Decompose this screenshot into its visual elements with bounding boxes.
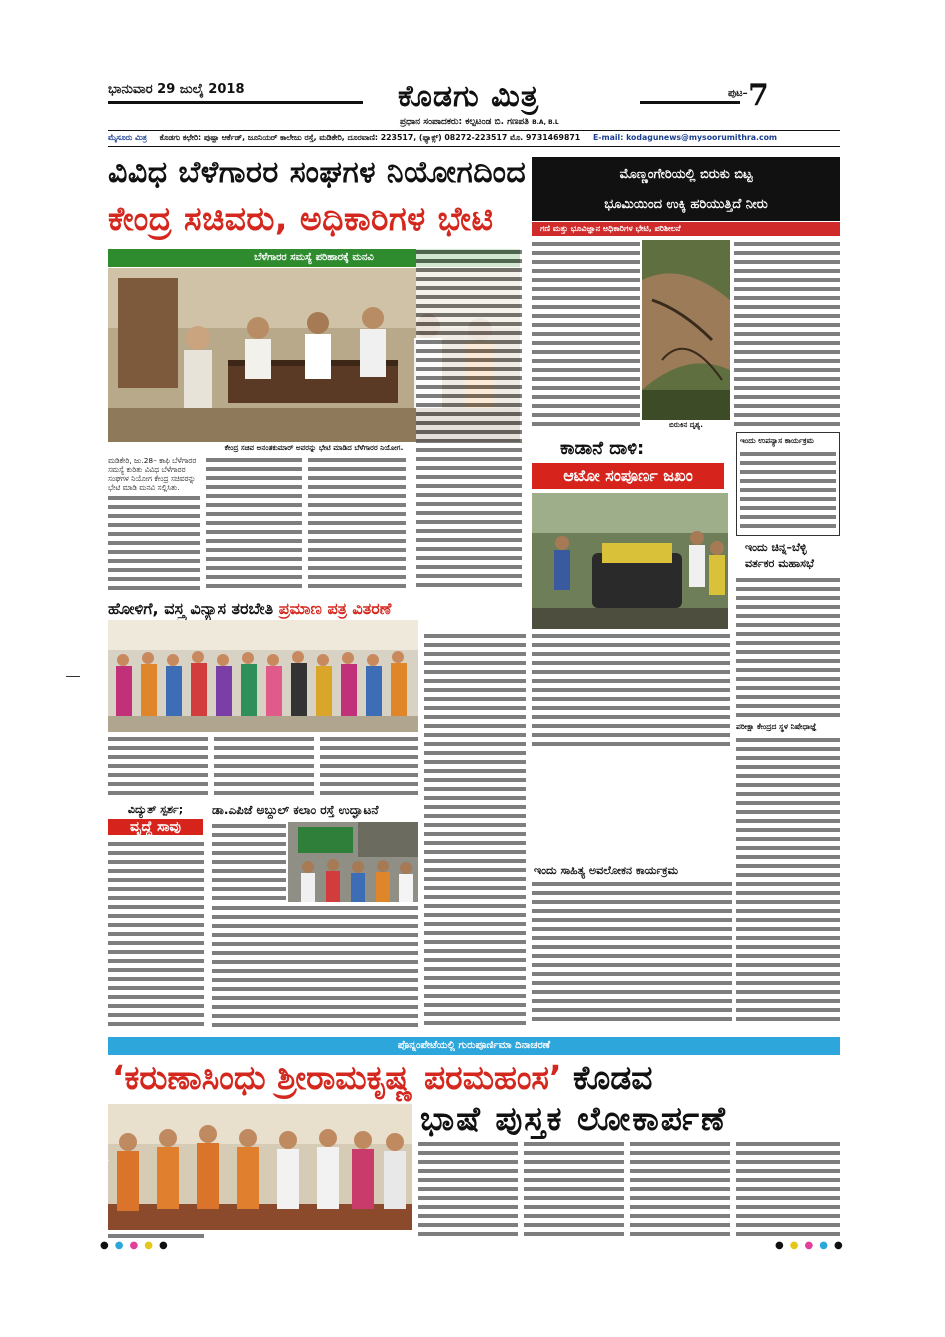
story3-body: [532, 632, 730, 746]
story6-body-col2: [212, 904, 418, 1028]
story5-body: [108, 840, 204, 1028]
brief2-heading-1: ಇಂದು ಚಿನ್ನ–ಬೆಳ್ಳಿ: [745, 541, 807, 554]
page-number: 7: [748, 78, 769, 113]
story2-headline-1: ಮೊಣ್ಣಂಗೇರಿಯಲ್ಲಿ ಬಿರುಕು ಬಿಟ್ಟ: [619, 167, 753, 182]
story7-body-col4: [630, 1140, 730, 1238]
story1-subhead: ಬೆಳೆಗಾರರ ಸಮಸ್ಯೆ ಪರಿಹಾರಕ್ಕೆ ಮನವಿ: [108, 249, 520, 267]
story3-headline-1: ಕಾಡಾನೆ ದಾಳಿ:: [560, 438, 645, 459]
story7-bar: ಪೊನ್ನಂಪೇಟೆಯಲ್ಲಿ ಗುರುಪೂರ್ಣಿಮಾ ದಿನಾಚರಣೆ: [108, 1037, 840, 1055]
story7-headline-black1: ಕೊಡವ: [573, 1058, 653, 1097]
brief4-body: [532, 880, 732, 1026]
story3-photo: [532, 493, 728, 629]
story5-headline-1: ವಿದ್ಯುತ್ ಸ್ಪರ್ಶ;: [127, 803, 184, 816]
story6-photo: [288, 822, 418, 902]
story4-body-col1: [108, 735, 208, 795]
story2-headline-2: ಭೂಮಿಯಿಂದ ಉಕ್ಕಿ ಹರಿಯುತ್ತಿದೆ ನೀರು: [604, 197, 768, 212]
brief4-heading: ಇಂದು ಸಾಹಿತ್ಯ ಅವಲೋಕನ ಕಾರ್ಯಕ್ರಮ: [534, 864, 679, 877]
story1-body-col3: [308, 456, 406, 592]
story5-headline-2: ವೃದ್ಧೆ ಸಾವು: [108, 819, 203, 835]
brief2-body: [736, 576, 840, 720]
story2-caption: ಬಿರುಕಿನ ದೃಶ್ಯ.: [642, 420, 730, 429]
story1-body-col1: [108, 494, 200, 592]
office-info-bar: [108, 130, 840, 147]
masthead-rule-left: [108, 101, 363, 104]
story4-body-col3: [320, 735, 418, 795]
fold-mark: [66, 676, 80, 677]
editor-degree: B.A, B.L: [532, 119, 559, 126]
story4-photo: [108, 620, 418, 732]
story2-body-col2: [734, 240, 840, 428]
issue-date: ಭಾನುವಾರ 29 ಜುಲೈ 2018: [108, 82, 245, 97]
story7-body-bottom1: [108, 1232, 204, 1238]
newspaper-logo: ಕೊಡಗು ಮಿತ್ರ: [398, 79, 540, 114]
story1-headline-2: ಕೇಂದ್ರ ಸಚಿವರು, ಅಧಿಕಾರಿಗಳ ಭೇಟಿ: [108, 199, 494, 238]
story2-photo: [642, 240, 730, 420]
story7-body-col3: [524, 1140, 624, 1238]
story7-headline-black2: ಭಾಷೆ ಪುಸ್ತಕ ಲೋಕಾರ್ಪಣೆ: [420, 1099, 727, 1138]
brief2-heading-2: ವರ್ತಕರ ಮಹಾಸಭೆ: [745, 557, 814, 570]
brief2-heading: [745, 540, 840, 572]
story7-headline-1: [112, 1058, 652, 1098]
story1-body-col2: [206, 456, 302, 592]
story1-body-col4: [416, 248, 522, 592]
brief3-body: [736, 736, 840, 1026]
story2-headline: [532, 157, 840, 221]
color-registration-left: ●●●●●: [100, 1240, 174, 1251]
story4-body-col2: [214, 735, 314, 795]
story2-subhead: ಗಣಿ ಮತ್ತು ಭೂವಿಜ್ಞಾನ ಅಧಿಕಾರಿಗಳ ಭೇಟಿ, ಪರಿಶೀಲನೆ: [532, 222, 840, 236]
story7-headline-red: ‘ಕರುಣಾಸಿಂಧು ಶ್ರೀರಾಮಕೃಷ್ಣ ಪರಮಹಂಸ’: [112, 1058, 562, 1097]
story4-headline-black: ಹೋಳಿಗೆ, ವಸ್ತ್ರ ವಿನ್ಯಾಸ ತರಬೇತಿ: [108, 599, 274, 618]
office-email: E-mail: kodagunews@mysoorumithra.com: [592, 133, 778, 142]
story4-body-col4: [424, 632, 526, 1030]
office-address: ಕೊಡಗು ಕಛೇರಿ: ಪುಷ್ಪಾ ಆರ್ಕೆಡ್, ಜೂನಿಯರ್ ಕಾಲೇಜು ರಸ್ತೆ, ಮಡಿಕೇರಿ, ದೂರವಾಣಿ: 223517, (ಫ್ಯಾಕ್ಸ್) 08272-223517 ಮೊ. 9731469871: [159, 133, 581, 142]
story1-caption: ಕೇಂದ್ರ ಸಚಿವ ಅನಂತಕುಮಾರ್ ಅವರನ್ನು ಭೇಟಿ ಮಾಡಿದ ಬೆಳೆಗಾರರ ನಿಯೋಗ.: [108, 442, 520, 454]
story6-body-col1: [212, 822, 286, 902]
masthead-rule-right: [640, 101, 740, 104]
brief1-body: [740, 450, 836, 532]
color-registration-right: ●●●●●: [775, 1240, 849, 1251]
story7-body-col1: [108, 1160, 109, 1161]
story4-headline: [108, 599, 391, 619]
story6-headline: ಡಾ.ಎಪಿಜೆ ಅಬ್ದುಲ್ ಕಲಾಂ ರಸ್ತೆ ಉದ್ಘಾಟನೆ: [212, 803, 379, 817]
sister-brand: ಮೈಸೂರು ಮಿತ್ರ: [108, 133, 147, 142]
story7-body-col5: [736, 1140, 840, 1238]
story2-body-col1: [532, 240, 640, 428]
story1-lead: ಮಡಿಕೇರಿ, ಜು.28– ಕಾಫಿ ಬೆಳೆಗಾರರ ಸಮಸ್ಯೆ ಕುರಿತು ವಿವಿಧ ಬೆಳೆಗಾರರ ಸಂಘಗಳ ನಿಯೋಗ ಕೇಂದ್ರ ಸಚಿವರನ್ನು ಭೇಟಿ ಮಾಡಿ ಮನವಿ ಸಲ್ಲಿಸಿತು.: [108, 456, 200, 494]
editor-name: ಪ್ರಧಾನ ಸಂಪಾದಕರು: ಕಲ್ಪಟಂಡ ಬಿ. ಗಣಪತಿ: [400, 117, 529, 127]
story3-headline-2: ಆಟೋ ಸಂಪೂರ್ಣ ಜಖಂ: [532, 463, 724, 489]
story4-headline-red: ಪ್ರಮಾಣ ಪತ್ರ ವಿತರಣೆ: [278, 599, 392, 618]
chief-editor: [400, 117, 559, 127]
brief1-heading: ಇಂದು ಉಪನ್ಯಾಸ ಕಾರ್ಯಕ್ರಮ: [740, 436, 814, 445]
story1-headline-1: ವಿವಿಧ ಬೆಳೆಗಾರರ ಸಂಘಗಳ ನಿಯೋಗದಿಂದ: [108, 155, 527, 190]
page-label: ಪುಟ–: [728, 88, 748, 99]
brief3-heading: ಪರೀಕ್ಷಾ ಕೇಂದ್ರದ ಸ್ಥಳ ನಿಷೇಧಾಜ್ಞೆ: [736, 722, 817, 731]
story7-photo: [108, 1104, 412, 1230]
story7-body-col2: [418, 1140, 518, 1238]
